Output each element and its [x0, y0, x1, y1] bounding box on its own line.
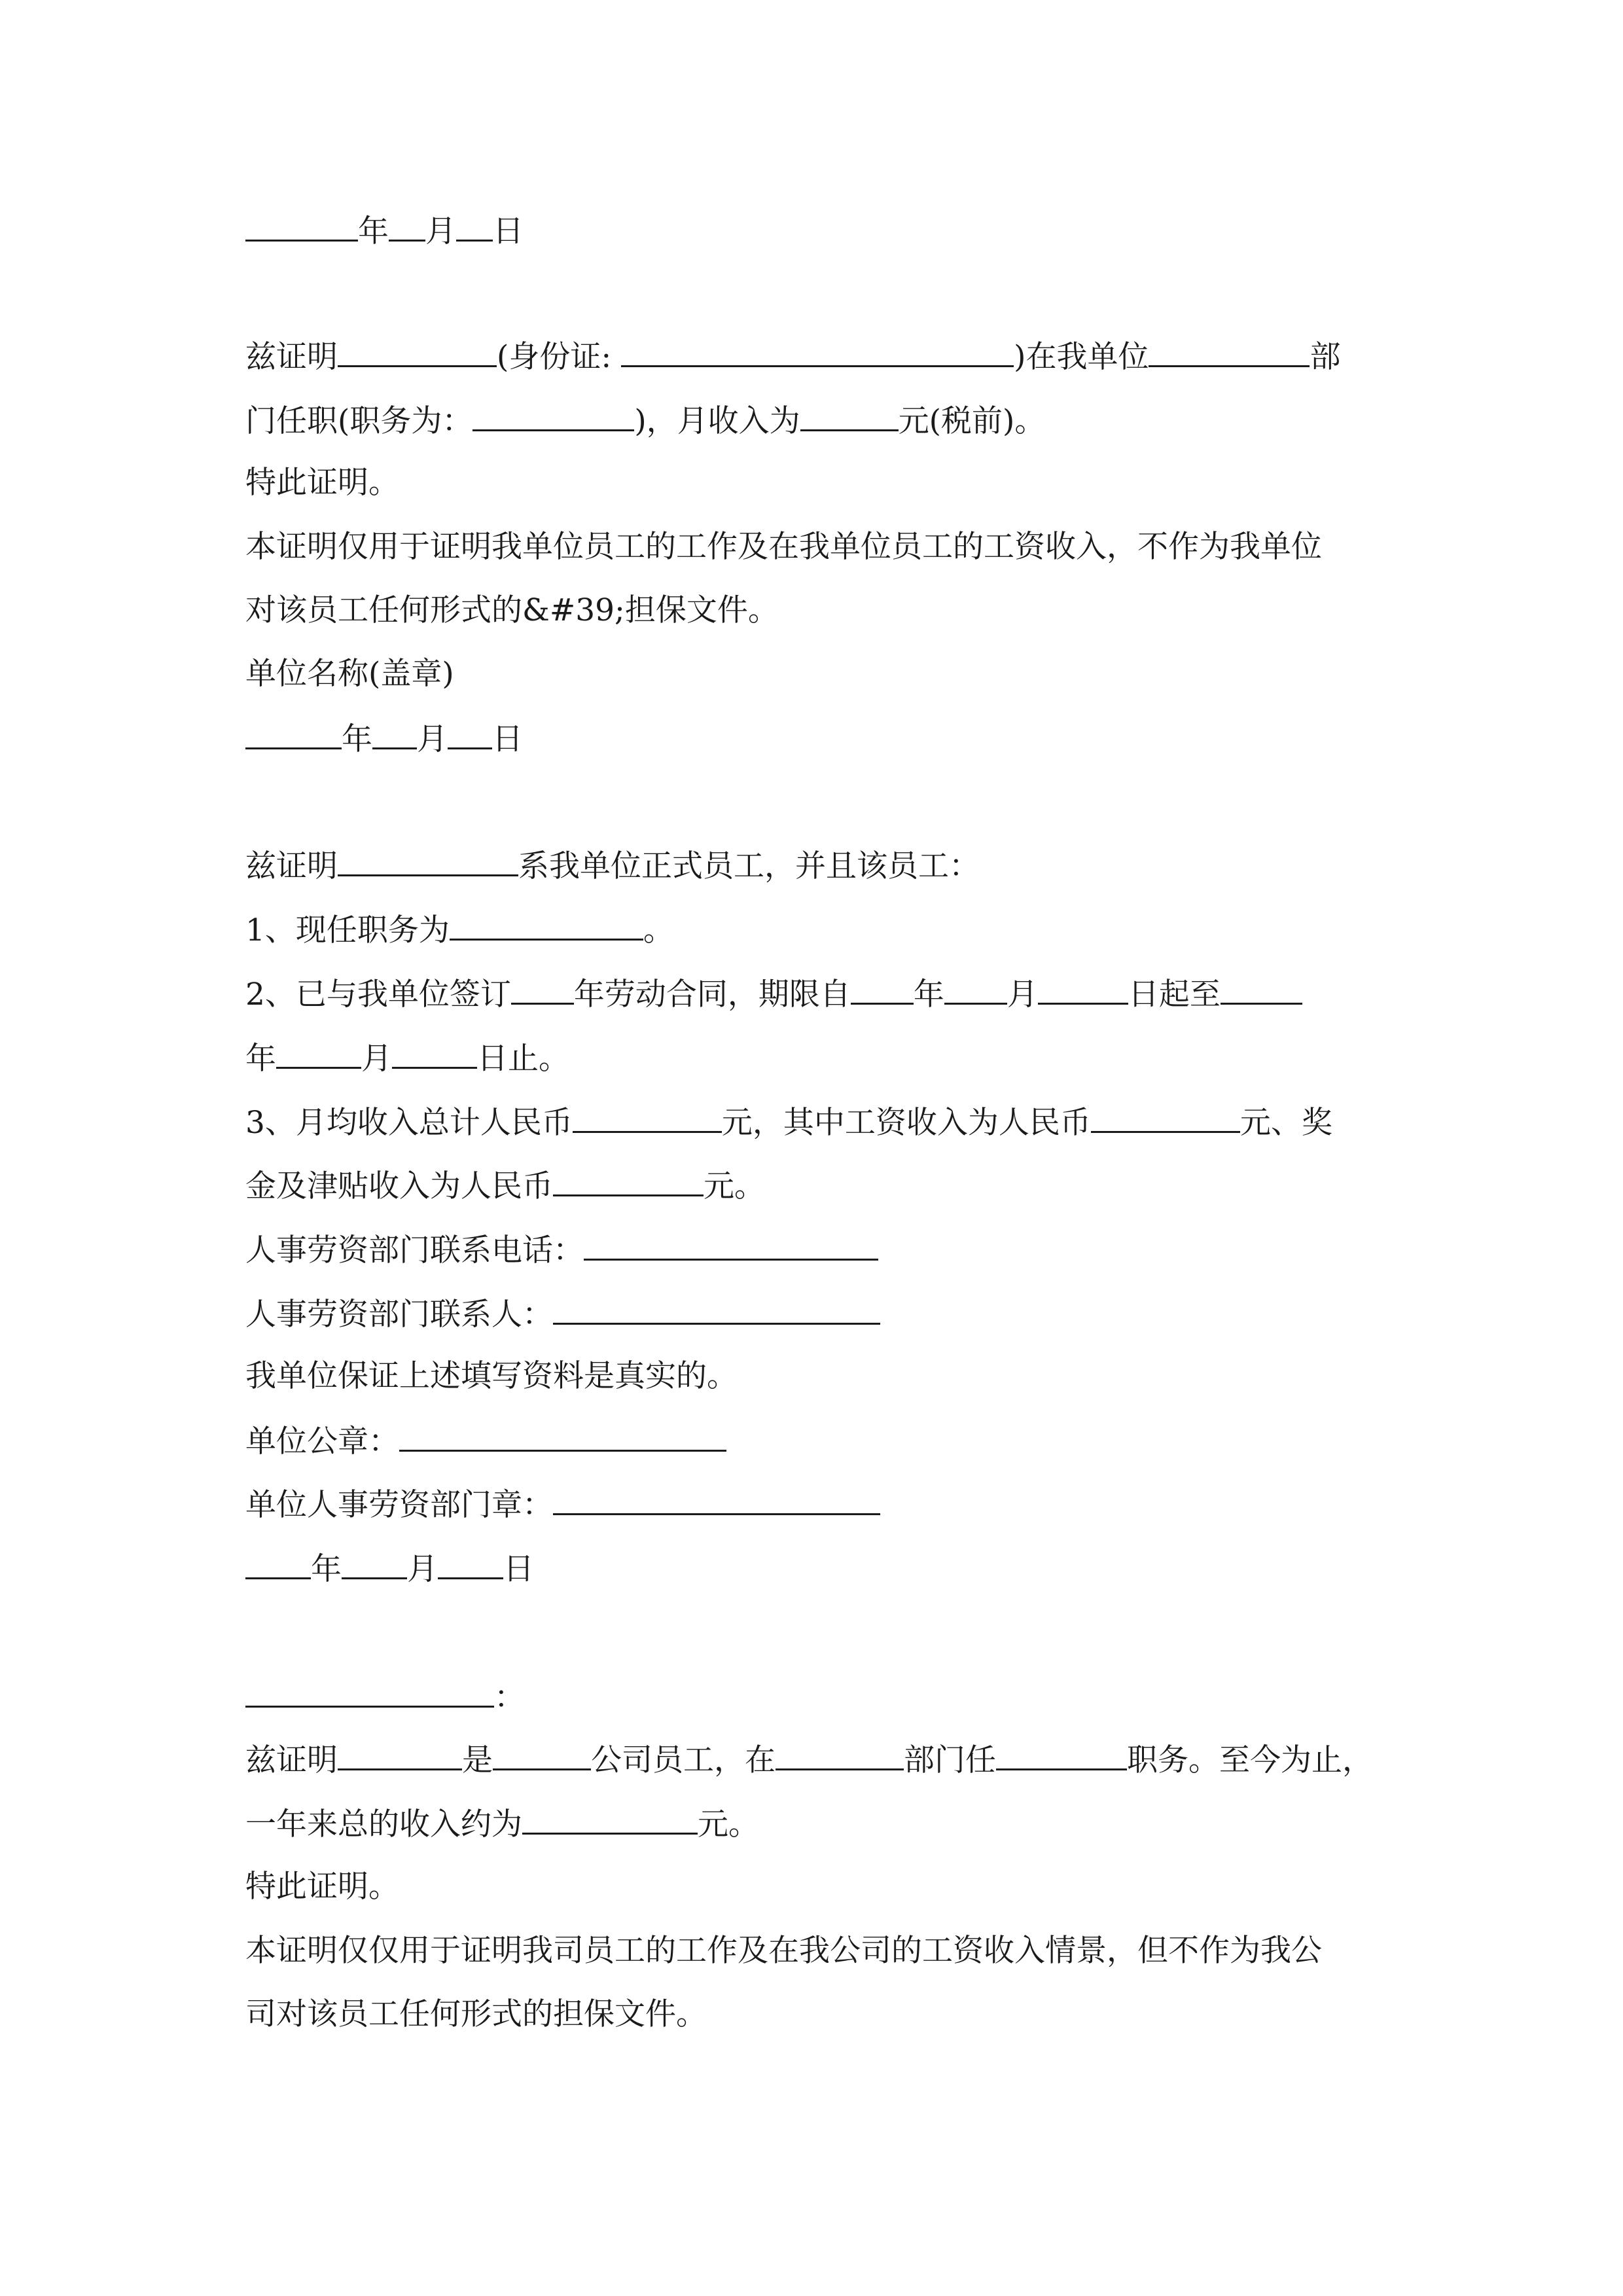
s3-line4	[245, 1038, 1384, 1079]
date-line-3	[245, 1549, 1384, 1589]
month-blank[interactable]	[342, 1549, 407, 1579]
text: (身份证:	[497, 339, 612, 375]
text: 公司员工，在	[591, 1742, 776, 1778]
s3-line5	[245, 1102, 1384, 1143]
s3-line8	[245, 1294, 1384, 1335]
s3-line9: 我单位保证上述填写资料是真实的。	[245, 1358, 738, 1394]
text: 元。	[698, 1806, 759, 1842]
text: 一年来总的收入约为	[245, 1806, 522, 1842]
text: 金及津贴收入为人民币	[245, 1168, 553, 1204]
text: 人事劳资部门联系人：	[245, 1297, 553, 1333]
position-blank[interactable]	[450, 910, 643, 941]
s3-line6	[245, 1166, 1384, 1206]
text: 3、月均收入总计人民币	[245, 1105, 573, 1141]
text: 部门任	[904, 1742, 996, 1778]
day-label: 日	[492, 721, 523, 757]
s4-line5: 司对该员工任何形式的担保文件。	[245, 1996, 707, 2032]
year-blank[interactable]	[245, 211, 358, 242]
text: 元，其中工资收入为人民币	[721, 1105, 1091, 1141]
month-label: 月	[407, 1551, 438, 1587]
start-year-blank[interactable]	[851, 974, 914, 1005]
s3-line7	[245, 1230, 1384, 1270]
text: 人事劳资部门联系电话：	[245, 1232, 584, 1268]
s2-line6: 单位名称(盖章)	[245, 656, 454, 692]
company-blank[interactable]	[493, 1740, 591, 1770]
annual-income-blank[interactable]	[522, 1804, 698, 1835]
bonus-income-blank[interactable]	[553, 1166, 704, 1196]
text: 2、已与我单位签订	[245, 977, 511, 1013]
name-blank[interactable]	[338, 846, 518, 876]
text: 兹证明	[245, 848, 338, 884]
text: 元。	[704, 1168, 765, 1204]
s4-line4: 本证明仅仅用于证明我司员工的工作及在我公司的工资收入情景，但不作为我公	[245, 1933, 1322, 1969]
s2-line4: 本证明仅用于证明我单位员工的工作及在我单位员工的工资收入，不作为我单位	[245, 529, 1322, 565]
year-blank[interactable]	[245, 719, 342, 749]
date-line-1	[245, 211, 1384, 251]
s4-line3: 特此证明。	[245, 1869, 399, 1905]
s3-line3	[245, 974, 1384, 1014]
text: 日起至	[1128, 977, 1221, 1013]
text: 元、奖	[1240, 1105, 1332, 1141]
day-label: 日	[503, 1551, 534, 1587]
total-income-blank[interactable]	[573, 1102, 722, 1133]
year-label: 年	[311, 1551, 342, 1587]
text: 月	[361, 1041, 392, 1077]
end-month-blank[interactable]	[276, 1038, 361, 1069]
s4-line2	[245, 1804, 1384, 1844]
text: 年	[913, 977, 944, 1013]
s2-line3: 特此证明。	[245, 465, 399, 501]
text: 年	[245, 1041, 276, 1077]
text: )，月收入为	[634, 403, 800, 439]
hr-contact-blank[interactable]	[553, 1294, 880, 1325]
text: 门任职(职务为：	[245, 403, 473, 439]
salary-income-blank[interactable]	[1091, 1102, 1240, 1133]
text: 单位人事劳资部门章：	[245, 1487, 553, 1523]
year-label: 年	[342, 721, 372, 757]
s4-line1	[245, 1740, 1384, 1780]
day-blank[interactable]	[448, 719, 492, 749]
month-blank[interactable]	[389, 211, 425, 242]
month-label: 月	[425, 213, 456, 249]
department-blank[interactable]	[776, 1740, 904, 1770]
year-blank[interactable]	[245, 1549, 311, 1579]
date-line-2	[245, 719, 1384, 759]
text: )在我单位	[1014, 339, 1149, 375]
s3-line2	[245, 910, 1384, 950]
day-label: 日	[493, 213, 524, 249]
day-blank[interactable]	[456, 211, 493, 242]
text: 1、现任职务为	[245, 912, 450, 948]
year-label: 年	[358, 213, 389, 249]
start-day-blank[interactable]	[1038, 974, 1128, 1005]
position-blank[interactable]	[473, 401, 634, 431]
day-blank[interactable]	[438, 1549, 503, 1579]
month-label: 月	[417, 721, 448, 757]
text: 日止。	[477, 1041, 569, 1077]
text: 兹证明	[245, 339, 338, 375]
text: 兹证明	[245, 1742, 338, 1778]
hr-phone-blank[interactable]	[584, 1230, 878, 1261]
text: 单位公章：	[245, 1424, 399, 1460]
start-month-blank[interactable]	[944, 974, 1007, 1005]
name-blank[interactable]	[338, 336, 497, 367]
text: 年劳动合同，期限自	[573, 977, 851, 1013]
department-blank[interactable]	[1149, 336, 1310, 367]
end-day-blank[interactable]	[392, 1038, 477, 1069]
text: 是	[462, 1742, 493, 1778]
id-number-blank[interactable]	[621, 336, 1014, 367]
s2-line5: 对该员工任何形式的&#39;担保文件。	[245, 592, 779, 628]
text: ：	[494, 1679, 525, 1715]
name-blank[interactable]	[338, 1740, 462, 1770]
text: 部	[1310, 339, 1341, 375]
text: 月	[1007, 977, 1038, 1013]
income-blank[interactable]	[800, 401, 899, 431]
text: 元(税前)。	[898, 403, 1046, 439]
s3-line11	[245, 1484, 1384, 1525]
company-seal-blank[interactable]	[399, 1421, 726, 1452]
s4-salutation	[245, 1677, 1384, 1717]
s2-line2	[245, 401, 1384, 441]
contract-years-blank[interactable]	[511, 974, 574, 1005]
s3-line10	[245, 1421, 1384, 1462]
text: 。	[643, 912, 674, 948]
text: 系我单位正式员工，并且该员工：	[518, 848, 980, 884]
end-year-blank[interactable]	[1221, 974, 1302, 1005]
text: 职务。至今为止，	[1127, 1742, 1373, 1778]
s3-line1	[245, 846, 1384, 886]
position-blank[interactable]	[996, 1740, 1127, 1770]
month-blank[interactable]	[372, 719, 417, 749]
hr-seal-blank[interactable]	[553, 1484, 880, 1515]
s2-line1	[245, 336, 1384, 377]
recipient-blank[interactable]	[245, 1677, 494, 1708]
